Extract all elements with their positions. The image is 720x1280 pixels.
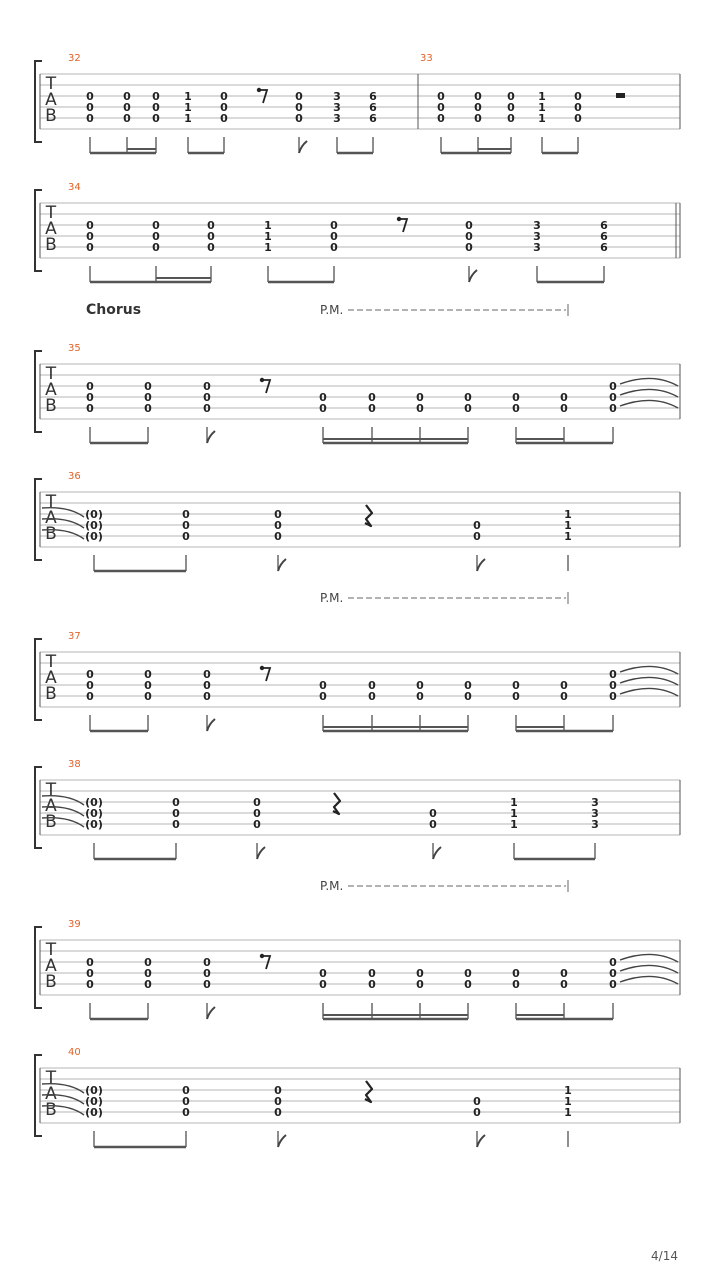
tab-clef-letter: A (45, 956, 57, 976)
tab-clef-letter: T (45, 364, 57, 384)
system-bracket (35, 479, 42, 560)
system-bracket (35, 351, 42, 432)
fret-number: 0 (295, 101, 303, 114)
fret-number: 0 (609, 391, 617, 404)
fret-number: 0 (512, 967, 520, 980)
fret-number: 0 (609, 668, 617, 681)
tab-clef-letter: B (45, 524, 57, 544)
page-number: 4/14 (651, 1249, 678, 1263)
fret-number: 1 (510, 818, 518, 831)
tab-clef-letter: T (45, 780, 57, 800)
tab-clef-letter: B (45, 684, 57, 704)
tab-clef-letter: T (45, 74, 57, 94)
fret-number: 0 (144, 967, 152, 980)
fret-number: 0 (220, 101, 228, 114)
fret-number: 0 (473, 1095, 481, 1108)
fret-number: 0 (574, 90, 582, 103)
fret-number: 0 (560, 679, 568, 692)
fret-number: 1 (264, 241, 272, 254)
tab-clef-letter: A (45, 219, 57, 239)
fret-number: 0 (437, 90, 445, 103)
fret-number: 0 (203, 956, 211, 969)
fret-number: 0 (86, 668, 94, 681)
system-bracket (35, 927, 42, 1008)
fret-number: 0 (609, 402, 617, 415)
tab-clef-letter: A (45, 668, 57, 688)
tab-system (35, 591, 680, 731)
fret-number: (0) (85, 796, 103, 809)
tab-system (35, 471, 680, 571)
eighth-rest-dot (260, 378, 264, 382)
fret-number: 0 (203, 690, 211, 703)
tie-arc (620, 976, 678, 984)
tab-clef-letter: B (45, 235, 57, 255)
tab-clef-letter: A (45, 508, 57, 528)
fret-number: 0 (86, 101, 94, 114)
fret-number: 0 (416, 391, 424, 404)
fret-number: 0 (473, 519, 481, 532)
fret-number: 0 (473, 530, 481, 543)
fret-number: 0 (474, 101, 482, 114)
fret-number: 0 (274, 508, 282, 521)
fret-number: 0 (368, 978, 376, 991)
fret-number: 0 (609, 690, 617, 703)
fret-number: 0 (207, 241, 215, 254)
tab-clef-letter: B (45, 812, 57, 832)
fret-number: 0 (207, 219, 215, 232)
fret-number: 0 (416, 679, 424, 692)
fret-number: 3 (591, 796, 599, 809)
fret-number: (0) (85, 1106, 103, 1119)
fret-number: 0 (123, 90, 131, 103)
fret-number: 0 (368, 402, 376, 415)
tab-clef-letter: T (45, 492, 57, 512)
tab-clef-letter: B (45, 1100, 57, 1120)
fret-number: 0 (507, 101, 515, 114)
fret-number: 0 (319, 967, 327, 980)
fret-number: 0 (464, 978, 472, 991)
fret-number: 1 (564, 530, 572, 543)
fret-number: 0 (144, 690, 152, 703)
fret-number: 0 (144, 978, 152, 991)
fret-number: 0 (507, 112, 515, 125)
fret-number: 0 (609, 956, 617, 969)
fret-number: 0 (86, 90, 94, 103)
fret-number: 0 (274, 1095, 282, 1108)
tab-system (35, 759, 680, 859)
fret-number: 0 (464, 402, 472, 415)
note-flag (278, 559, 286, 571)
fret-number: 0 (86, 380, 94, 393)
tie-arc (620, 400, 678, 408)
fret-number: 6 (600, 241, 608, 254)
fret-number: 3 (333, 101, 341, 114)
fret-number: 0 (330, 219, 338, 232)
note-flag (433, 847, 441, 859)
fret-number: 0 (465, 219, 473, 232)
fret-number: 0 (429, 818, 437, 831)
system-bracket (35, 61, 42, 142)
fret-number: 0 (220, 112, 228, 125)
fret-number: 0 (319, 978, 327, 991)
fret-number: 0 (437, 112, 445, 125)
fret-number: 0 (560, 391, 568, 404)
fret-number: 0 (86, 402, 94, 415)
tab-system (35, 302, 680, 443)
fret-number: 1 (184, 112, 192, 125)
quarter-rest (365, 1081, 372, 1102)
fret-number: 0 (86, 690, 94, 703)
tab-clef-letter: B (45, 106, 57, 126)
fret-number: 0 (152, 241, 160, 254)
fret-number: 1 (564, 508, 572, 521)
fret-number: 0 (274, 530, 282, 543)
fret-number: (0) (85, 519, 103, 532)
fret-number: 0 (86, 241, 94, 254)
measure-number: 38 (68, 759, 81, 770)
tab-clef-letter: A (45, 90, 57, 110)
fret-number: 0 (319, 679, 327, 692)
fret-number: 0 (123, 101, 131, 114)
fret-number: 0 (295, 112, 303, 125)
fret-number: 0 (274, 1106, 282, 1119)
fret-number: 0 (464, 967, 472, 980)
fret-number: 0 (86, 219, 94, 232)
fret-number: 0 (207, 230, 215, 243)
fret-number: 1 (538, 90, 546, 103)
palm-mute-label: P.M. (320, 879, 344, 893)
measure-number: 36 (68, 471, 81, 482)
fret-number: 0 (152, 101, 160, 114)
fret-number: 1 (538, 101, 546, 114)
fret-number: 0 (203, 380, 211, 393)
fret-number: 0 (203, 978, 211, 991)
fret-number: 0 (512, 679, 520, 692)
fret-number: 1 (564, 1084, 572, 1097)
fret-number: 0 (560, 690, 568, 703)
fret-number: 0 (172, 807, 180, 820)
measure-number: 37 (68, 631, 81, 642)
quarter-rest (333, 793, 340, 814)
fret-number: 0 (86, 230, 94, 243)
fret-number: 3 (333, 90, 341, 103)
fret-number: 0 (144, 402, 152, 415)
eighth-rest-dot (260, 666, 264, 670)
note-flag (207, 431, 215, 443)
fret-number: 6 (369, 101, 377, 114)
measure-number: 32 (68, 53, 81, 64)
measure-number: 35 (68, 343, 81, 354)
fret-number: 0 (152, 90, 160, 103)
eighth-rest-dot (260, 954, 264, 958)
fret-number: 0 (437, 101, 445, 114)
page-footer (651, 1249, 678, 1263)
fret-number: 1 (564, 1095, 572, 1108)
fret-number: 0 (86, 679, 94, 692)
half-rest (616, 93, 625, 98)
measure-number: 33 (420, 53, 433, 64)
fret-number: 0 (574, 112, 582, 125)
tab-system (35, 1047, 680, 1147)
fret-number: 0 (429, 807, 437, 820)
measure-number: 34 (68, 182, 81, 193)
tab-clef-letter: A (45, 1084, 57, 1104)
fret-number: 0 (464, 679, 472, 692)
fret-number: 0 (507, 90, 515, 103)
fret-number: 0 (274, 1084, 282, 1097)
tab-clef-letter: T (45, 940, 57, 960)
fret-number: 0 (253, 807, 261, 820)
fret-number: 1 (564, 519, 572, 532)
fret-number: 0 (86, 978, 94, 991)
fret-number: 1 (184, 101, 192, 114)
fret-number: 0 (144, 679, 152, 692)
fret-number: 1 (264, 219, 272, 232)
fret-number: 0 (512, 978, 520, 991)
fret-number: 0 (86, 112, 94, 125)
fret-number: 0 (86, 956, 94, 969)
fret-number: 0 (203, 391, 211, 404)
fret-number: 0 (182, 1084, 190, 1097)
fret-number: 0 (182, 519, 190, 532)
fret-number: (0) (85, 818, 103, 831)
section-label-chorus: Chorus (86, 302, 142, 318)
fret-number: 0 (330, 230, 338, 243)
fret-number: 0 (253, 796, 261, 809)
fret-number: 0 (182, 530, 190, 543)
fret-number: 0 (560, 402, 568, 415)
fret-number: 0 (203, 967, 211, 980)
fret-number: 0 (319, 402, 327, 415)
quarter-rest (365, 505, 372, 526)
fret-number: 1 (510, 796, 518, 809)
fret-number: 0 (295, 90, 303, 103)
fret-number: 1 (510, 807, 518, 820)
tab-system (35, 879, 680, 1019)
fret-number: 1 (564, 1106, 572, 1119)
tie-arc (620, 389, 678, 397)
tie-arc (620, 378, 678, 386)
tab-clef-letter: A (45, 796, 57, 816)
fret-number: 3 (591, 807, 599, 820)
system-bracket (35, 1055, 42, 1136)
note-flag (257, 847, 265, 859)
fret-number: 0 (473, 1106, 481, 1119)
fret-number: 0 (152, 112, 160, 125)
eighth-rest-dot (397, 217, 401, 221)
fret-number: 0 (416, 690, 424, 703)
fret-number: 0 (609, 978, 617, 991)
tab-system (35, 182, 680, 282)
fret-number: 6 (369, 112, 377, 125)
fret-number: 0 (560, 967, 568, 980)
fret-number: 0 (144, 668, 152, 681)
note-flag (299, 141, 307, 153)
fret-number: 0 (274, 519, 282, 532)
fret-number: 0 (368, 679, 376, 692)
fret-number: (0) (85, 1084, 103, 1097)
tie-arc (620, 954, 678, 962)
system-bracket (35, 190, 42, 271)
fret-number: 0 (182, 1095, 190, 1108)
fret-number: 3 (333, 112, 341, 125)
fret-number: 6 (369, 90, 377, 103)
fret-number: 0 (182, 508, 190, 521)
fret-number: 0 (253, 818, 261, 831)
fret-number: 0 (123, 112, 131, 125)
tie-arc (620, 965, 678, 973)
fret-number: 0 (182, 1106, 190, 1119)
fret-number: 0 (144, 956, 152, 969)
fret-number: 0 (465, 241, 473, 254)
tab-clef-letter: T (45, 1068, 57, 1088)
fret-number: 0 (609, 679, 617, 692)
fret-number: 0 (86, 967, 94, 980)
fret-number: 0 (416, 402, 424, 415)
fret-number: 0 (560, 978, 568, 991)
fret-number: 0 (86, 391, 94, 404)
fret-number: 0 (368, 967, 376, 980)
fret-number: 0 (330, 241, 338, 254)
tab-clef-letter: B (45, 396, 57, 416)
fret-number: (0) (85, 1095, 103, 1108)
fret-number: 6 (600, 230, 608, 243)
fret-number: 0 (465, 230, 473, 243)
fret-number: 0 (574, 101, 582, 114)
fret-number: (0) (85, 530, 103, 543)
fret-number: 0 (319, 391, 327, 404)
fret-number: 1 (538, 112, 546, 125)
system-bracket (35, 639, 42, 720)
fret-number: 0 (152, 219, 160, 232)
fret-number: 0 (220, 90, 228, 103)
fret-number: 0 (152, 230, 160, 243)
fret-number: 0 (512, 402, 520, 415)
fret-number: 0 (368, 690, 376, 703)
note-flag (477, 559, 485, 571)
tab-clef-letter: T (45, 203, 57, 223)
eighth-rest-dot (257, 88, 261, 92)
fret-number: 0 (144, 391, 152, 404)
measure-number: 40 (68, 1047, 81, 1058)
fret-number: 1 (264, 230, 272, 243)
tie-arc (620, 677, 678, 685)
fret-number: 3 (533, 241, 541, 254)
note-flag (278, 1135, 286, 1147)
fret-number: 0 (144, 380, 152, 393)
fret-number: (0) (85, 508, 103, 521)
fret-number: 0 (464, 391, 472, 404)
system-bracket (35, 767, 42, 848)
fret-number: 0 (474, 112, 482, 125)
measure-number: 39 (68, 919, 81, 930)
palm-mute-label: P.M. (320, 303, 344, 317)
fret-number: 0 (609, 380, 617, 393)
fret-number: 0 (203, 679, 211, 692)
tie-arc (620, 688, 678, 696)
fret-number: 0 (319, 690, 327, 703)
tab-system (35, 53, 680, 153)
fret-number: 0 (416, 978, 424, 991)
note-flag (469, 270, 477, 282)
fret-number: 0 (203, 402, 211, 415)
fret-number: 0 (172, 796, 180, 809)
palm-mute-label: P.M. (320, 591, 344, 605)
fret-number: 0 (172, 818, 180, 831)
tie-arc (620, 666, 678, 674)
fret-number: 0 (512, 690, 520, 703)
fret-number: 0 (512, 391, 520, 404)
fret-number: 3 (533, 230, 541, 243)
fret-number: 0 (203, 668, 211, 681)
fret-number: 0 (416, 967, 424, 980)
fret-number: 0 (474, 90, 482, 103)
fret-number: 0 (368, 391, 376, 404)
note-flag (207, 1007, 215, 1019)
tab-clef-letter: T (45, 652, 57, 672)
fret-number: 0 (609, 967, 617, 980)
fret-number: 3 (533, 219, 541, 232)
tab-clef-letter: B (45, 972, 57, 992)
note-flag (477, 1135, 485, 1147)
tab-clef-letter: A (45, 380, 57, 400)
note-flag (207, 719, 215, 731)
fret-number: 0 (464, 690, 472, 703)
fret-number: 1 (184, 90, 192, 103)
fret-number: 6 (600, 219, 608, 232)
fret-number: (0) (85, 807, 103, 820)
fret-number: 3 (591, 818, 599, 831)
